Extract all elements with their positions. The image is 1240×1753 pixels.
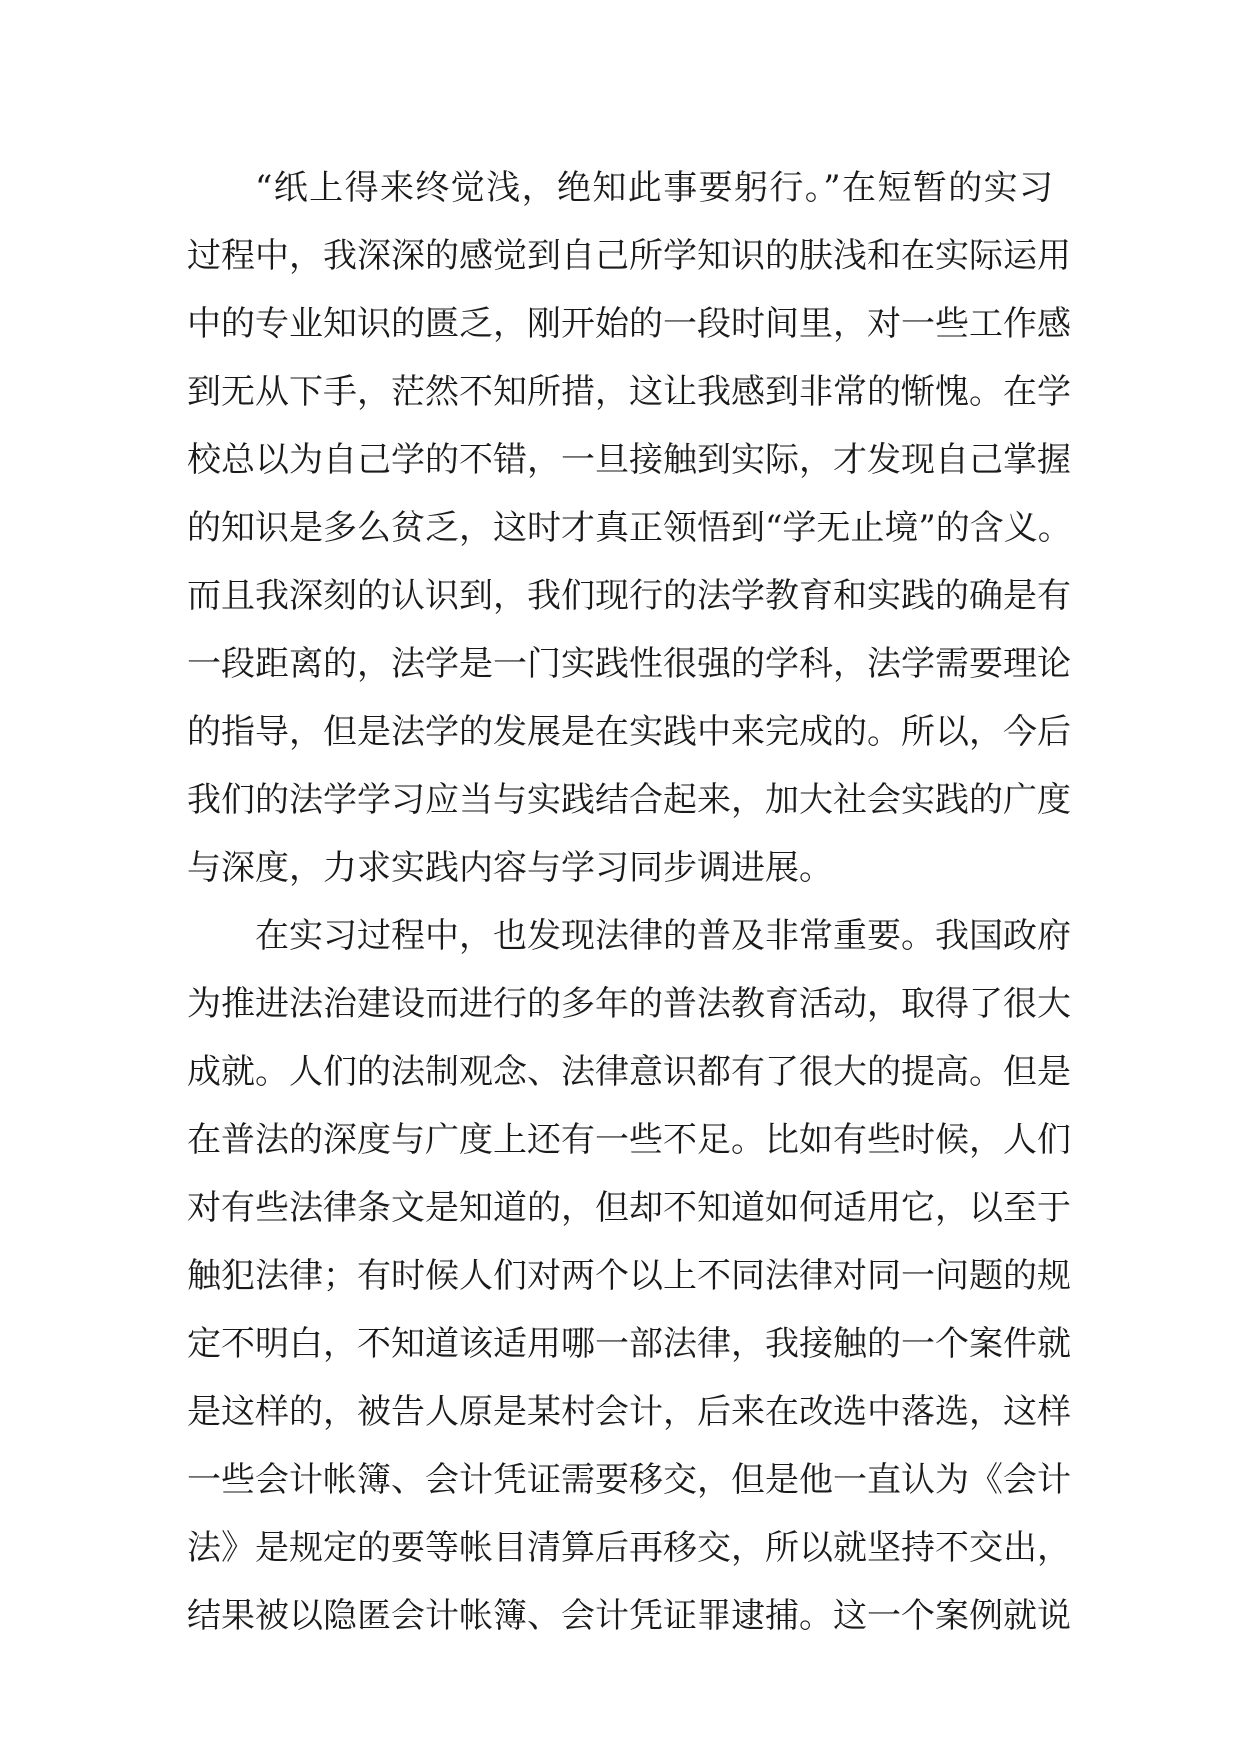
paragraph-line: 法》是规定的要等帐目清算后再移交，所以就坚持不交出， bbox=[187, 1528, 1071, 1568]
paragraph-line: 一段距离的，法学是一门实践性很强的学科，法学需要理论 bbox=[187, 644, 1071, 684]
paragraph-line: 对有些法律条文是知道的，但却不知道如何适用它，以至于 bbox=[187, 1188, 1071, 1228]
paragraph-line: 校总以为自己学的不错，一旦接触到实际，才发现自己掌握 bbox=[187, 440, 1071, 480]
paragraph-line: 在普法的深度与广度上还有一些不足。比如有些时候，人们 bbox=[187, 1120, 1071, 1160]
paragraph-line: 与深度，力求实践内容与学习同步调进展。 bbox=[187, 848, 833, 888]
paragraph-line: “纸上得来终觉浅，绝知此事要躬行。”在短暂的实习 bbox=[255, 168, 1053, 208]
paragraph-line: 而且我深刻的认识到，我们现行的法学教育和实践的确是有 bbox=[187, 576, 1071, 616]
paragraph-line: 过程中，我深深的感觉到自己所学知识的肤浅和在实际运用 bbox=[187, 236, 1071, 276]
paragraph-line: 我们的法学学习应当与实践结合起来，加大社会实践的广度 bbox=[187, 780, 1071, 820]
paragraph-2 bbox=[187, 902, 1071, 1650]
paragraph-line: 结果被以隐匿会计帐簿、会计凭证罪逮捕。这一个案例就说 bbox=[187, 1596, 1071, 1636]
paragraph-line: 在实习过程中，也发现法律的普及非常重要。我国政府 bbox=[255, 916, 1071, 956]
paragraph-line: 是这样的，被告人原是某村会计，后来在改选中落选，这样 bbox=[187, 1392, 1071, 1432]
paragraph-line: 的知识是多么贫乏，这时才真正领悟到“学无止境”的含义。 bbox=[187, 508, 1072, 548]
paragraph-line: 中的专业知识的匮乏，刚开始的一段时间里，对一些工作感 bbox=[187, 304, 1071, 344]
paragraph-line: 一些会计帐簿、会计凭证需要移交，但是他一直认为《会计 bbox=[187, 1460, 1071, 1500]
document-body bbox=[187, 154, 1072, 1650]
paragraph-line: 的指导，但是法学的发展是在实践中来完成的。所以，今后 bbox=[187, 712, 1071, 752]
paragraph-1 bbox=[187, 154, 1072, 902]
paragraph-line: 定不明白，不知道该适用哪一部法律，我接触的一个案件就 bbox=[187, 1324, 1071, 1364]
paragraph-line: 触犯法律；有时候人们对两个以上不同法律对同一问题的规 bbox=[187, 1256, 1071, 1296]
paragraph-line: 成就。人们的法制观念、法律意识都有了很大的提高。但是 bbox=[187, 1052, 1071, 1092]
paragraph-line: 到无从下手，茫然不知所措，这让我感到非常的惭愧。在学 bbox=[187, 372, 1071, 412]
paragraph-line: 为推进法治建设而进行的多年的普法教育活动，取得了很大 bbox=[187, 984, 1071, 1024]
